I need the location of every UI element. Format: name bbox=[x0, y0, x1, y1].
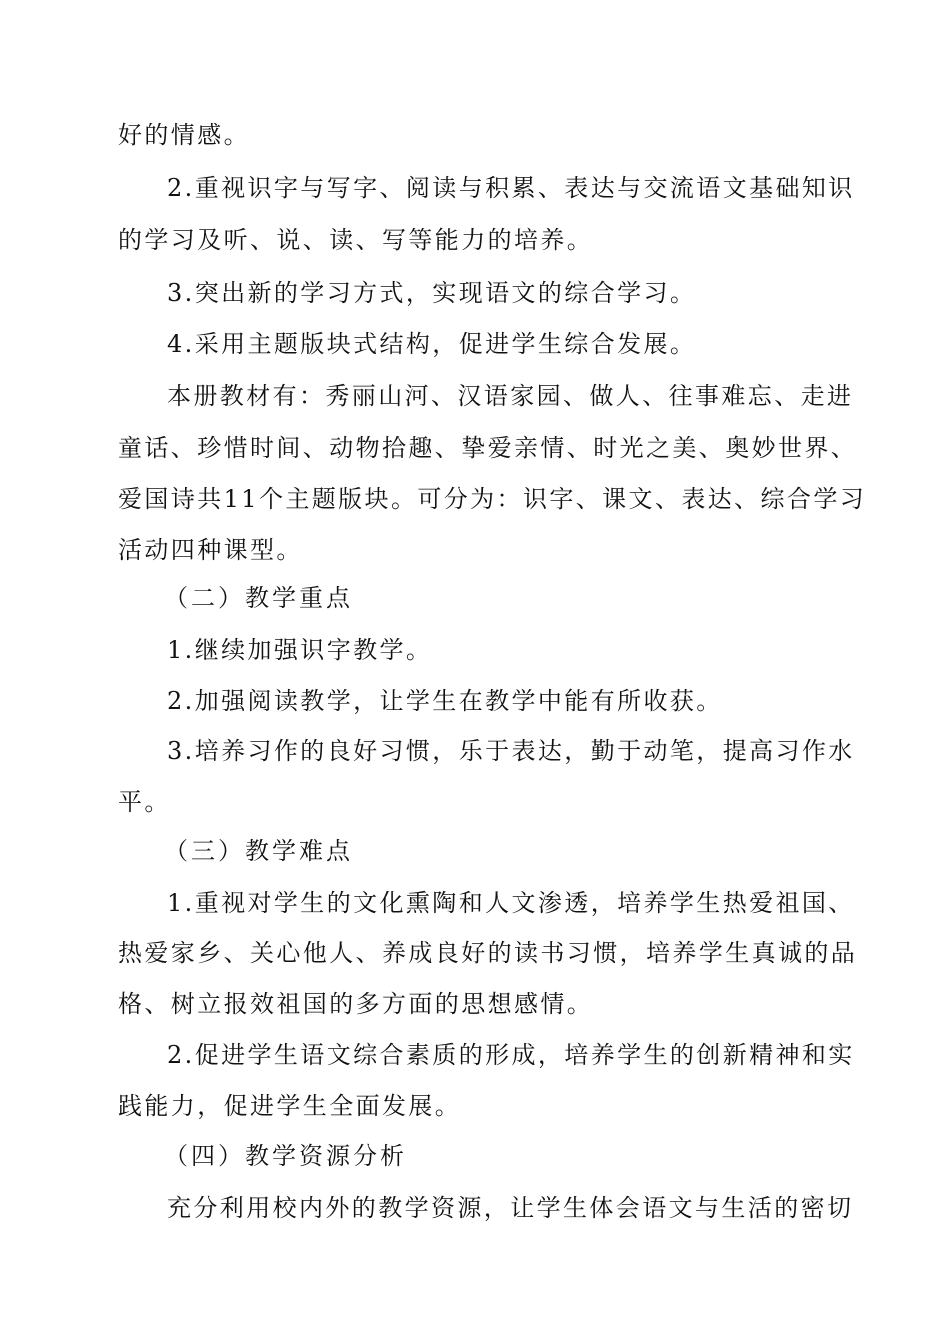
paragraph-line: 热爱家乡、关心他人、养成良好的读书习惯，培养学生真诚的品 bbox=[118, 939, 858, 967]
paragraph-line: 2.加强阅读教学，让学生在教学中能有所收获。 bbox=[167, 687, 723, 715]
paragraph-line: 3.突出新的学习方式，实现语文的综合学习。 bbox=[167, 279, 697, 307]
paragraph-line: 2.促进学生语文综合素质的形成，培养学生的创新精神和实 bbox=[167, 1041, 855, 1069]
paragraph-line: 充分利用校内外的教学资源，让学生体会语文与生活的密切 bbox=[167, 1194, 854, 1222]
section-heading: （二）教学重点 bbox=[164, 584, 353, 612]
paragraph-line: 1.重视对学生的文化熏陶和人文渗透，培养学生热爱祖国、 bbox=[167, 889, 855, 917]
paragraph-line: 3.培养习作的良好习惯，乐于表达，勤于动笔，提高习作水 bbox=[167, 737, 855, 765]
paragraph-line: 2.重视识字与写字、阅读与积累、表达与交流语文基础知识 bbox=[167, 174, 855, 202]
paragraph-line: 本册教材有：秀丽山河、汉语家园、做人、往事难忘、走进 bbox=[167, 382, 854, 410]
paragraph-line: 活动四种课型。 bbox=[118, 536, 303, 564]
paragraph-line: 的学习及听、说、读、写等能力的培养。 bbox=[118, 226, 594, 254]
paragraph-line: 平。 bbox=[118, 788, 171, 816]
paragraph-line: 格、树立报效祖国的多方面的思想感情。 bbox=[118, 990, 594, 1018]
paragraph-line: 1.继续加强识字教学。 bbox=[167, 636, 433, 664]
section-heading: （四）教学资源分析 bbox=[164, 1142, 407, 1170]
section-heading: （三）教学难点 bbox=[164, 837, 353, 865]
paragraph-line: 好的情感。 bbox=[118, 121, 250, 149]
paragraph-line: 爱国诗共11个主题版块。可分为：识字、课文、表达、综合学习 bbox=[118, 485, 867, 513]
paragraph-line: 童话、珍惜时间、动物拾趣、挚爱亲情、时光之美、奥妙世界、 bbox=[118, 434, 858, 462]
paragraph-line: 践能力，促进学生全面发展。 bbox=[118, 1092, 462, 1120]
paragraph-line: 4.采用主题版块式结构，促进学生综合发展。 bbox=[167, 330, 697, 358]
